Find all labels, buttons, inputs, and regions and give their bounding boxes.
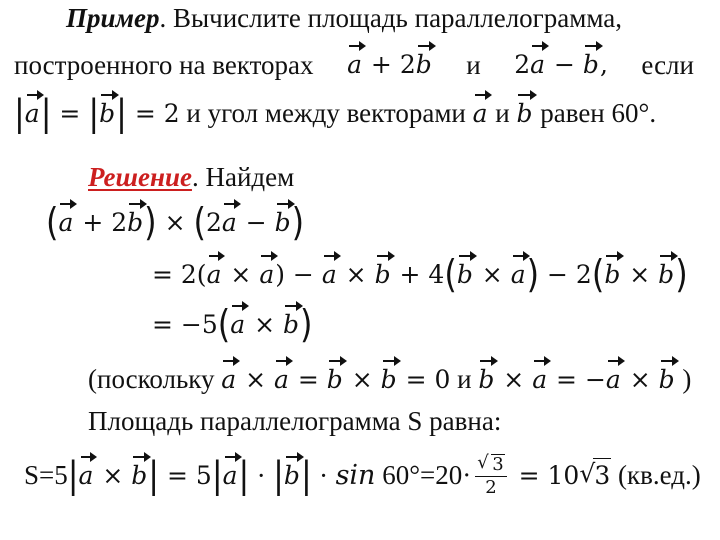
- vector-expr-2a-minus-b: 2a − b,: [514, 48, 608, 82]
- vector-a: a: [347, 48, 363, 82]
- vector-a: a: [25, 97, 41, 131]
- area-sentence: [88, 404, 501, 438]
- example-label-punct: .: [159, 3, 167, 33]
- vector-a: a: [473, 97, 489, 131]
- fraction-sqrt3-over-2: [475, 454, 506, 498]
- vector-b: b: [583, 48, 600, 82]
- problem-line-3: [14, 91, 657, 135]
- problem-line-2: [14, 48, 694, 82]
- sin-function: sin: [335, 460, 376, 492]
- problem-and: и: [466, 50, 481, 80]
- note-open: (поскольку: [88, 364, 215, 394]
- problem-equal-word: равен: [540, 98, 605, 128]
- problem-and-2: и: [495, 98, 510, 128]
- problem-line-1: [66, 1, 622, 35]
- solution-label: Решение: [88, 162, 192, 192]
- area-lead: S=5: [24, 460, 68, 491]
- example-label: Пример: [66, 3, 160, 33]
- solution-find: . Найдем: [191, 162, 295, 192]
- vector-a: a: [530, 48, 546, 82]
- expansion-step: = 2(a × a) − a × b + 4(b × a) − 2(b × b): [152, 251, 688, 297]
- vector-b: b: [516, 97, 533, 131]
- problem-angle: 60°.: [611, 98, 657, 128]
- cross-product-expression: (a + 2b) × (2a − b): [46, 199, 305, 245]
- area-unit: (кв.ед.): [617, 460, 701, 491]
- problem-text-2: построенного на векторах: [14, 50, 314, 80]
- area-degree: 60°=20·: [382, 460, 472, 491]
- problem-if: если: [641, 50, 694, 80]
- magnitude-condition: |a| = |b| = 2: [14, 91, 180, 135]
- simplified-step: = −5(a × b): [152, 301, 313, 347]
- problem-angle-text: и угол между векторами: [186, 98, 466, 128]
- frac-den: 2: [485, 477, 497, 498]
- note-line: (поскольку a × a = b × b = 0 и b × a = −a × b ): [88, 362, 691, 397]
- frac-num: 3: [492, 454, 504, 475]
- note-and: и: [457, 364, 472, 394]
- note-close: ): [682, 364, 692, 394]
- vector-b: b: [416, 48, 433, 82]
- area-sentence-text: Площадь параллелограмма S равна:: [88, 406, 502, 436]
- solution-line: [88, 160, 294, 194]
- vector-expr-a-plus-2b: a + 2b: [347, 48, 433, 82]
- vector-b: b: [99, 97, 116, 131]
- problem-text-1: Вычислите площадь параллелограмма,: [173, 3, 622, 33]
- area-computation: S=5|a × b| = 5|a| · |b| · sin 60°=20· √ $\frac{3}{2}$ = 10√ 3 (кв.ед.): [24, 456, 701, 500]
